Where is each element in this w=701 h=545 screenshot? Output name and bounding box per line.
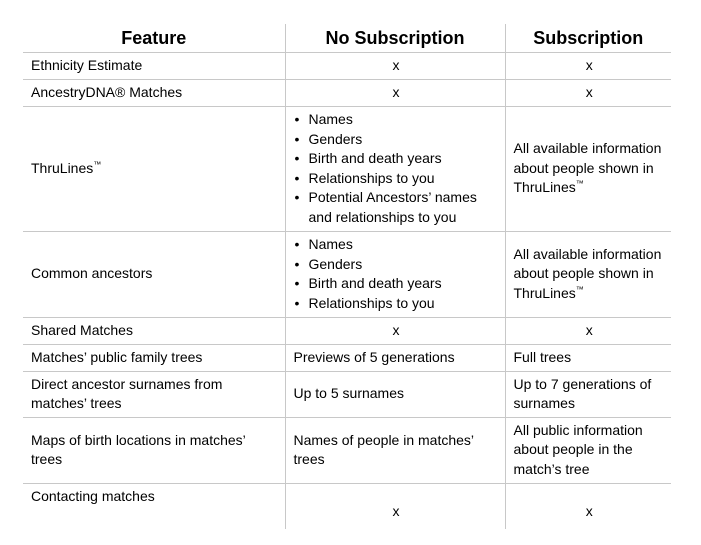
bullet-list (294, 235, 499, 313)
no-subscription-cell: x (285, 317, 505, 344)
list-item: • Genders (294, 130, 499, 150)
list-item: • Potential Ancestors’ names and relationships to you (294, 188, 499, 227)
header-subscription: Subscription (505, 24, 671, 53)
list-item: • Names (294, 110, 499, 130)
feature-cell: Ethnicity Estimate (23, 53, 285, 80)
no-subscription-cell: Up to 5 surnames (285, 371, 505, 417)
no-subscription-cell: Previews of 5 generations (285, 344, 505, 371)
table-row (23, 80, 671, 107)
list-item: • Names (294, 235, 499, 255)
subscription-comparison-table (23, 24, 671, 529)
feature-cell: Matches’ public family trees (23, 344, 285, 371)
no-subscription-cell: x (285, 483, 505, 529)
feature-cell: Common ancestors (23, 231, 285, 317)
feature-cell (23, 106, 285, 231)
feature-text: ThruLines (31, 159, 94, 176)
subscription-cell: x (505, 317, 671, 344)
trademark-mark: ™ (575, 284, 584, 294)
subscription-cell: All public information about people in the match’s tree (505, 417, 671, 483)
subscription-text: All available information about people shown in ThruLines (513, 140, 662, 196)
table-row (23, 317, 671, 344)
table-row (23, 53, 671, 80)
table-row (23, 371, 671, 417)
subscription-text: All available information about people shown in ThruLines (513, 245, 662, 301)
feature-cell: Maps of birth locations in matches’ trees (23, 417, 285, 483)
table-row (23, 344, 671, 371)
feature-cell: Direct ancestor surnames from matches’ trees (23, 371, 285, 417)
header-no-subscription: No Subscription (285, 24, 505, 53)
subscription-cell: x (505, 53, 671, 80)
table-row (23, 483, 671, 529)
subscription-cell: x (505, 483, 671, 529)
list-item: • Birth and death years (294, 149, 499, 169)
header-row (23, 24, 671, 53)
subscription-cell (505, 106, 671, 231)
subscription-cell: x (505, 80, 671, 107)
subscription-cell: Up to 7 generations of surnames (505, 371, 671, 417)
subscription-cell: Full trees (505, 344, 671, 371)
list-item: • Relationships to you (294, 294, 499, 314)
trademark-mark: ™ (575, 179, 584, 189)
comparison-table-container (23, 24, 671, 529)
feature-cell: Shared Matches (23, 317, 285, 344)
subscription-cell (505, 231, 671, 317)
no-subscription-cell (285, 106, 505, 231)
list-item: • Genders (294, 255, 499, 275)
trademark-mark: ™ (93, 159, 102, 169)
no-subscription-cell: x (285, 80, 505, 107)
table-row (23, 417, 671, 483)
list-item: • Birth and death years (294, 274, 499, 294)
no-subscription-cell (285, 231, 505, 317)
no-subscription-cell: Names of people in matches’ trees (285, 417, 505, 483)
feature-cell: Contacting matches (23, 483, 285, 529)
table-row (23, 231, 671, 317)
no-subscription-cell: x (285, 53, 505, 80)
list-item: • Relationships to you (294, 169, 499, 189)
table-row (23, 106, 671, 231)
feature-cell: AncestryDNA® Matches (23, 80, 285, 107)
header-feature: Feature (23, 24, 285, 53)
bullet-list (294, 110, 499, 227)
